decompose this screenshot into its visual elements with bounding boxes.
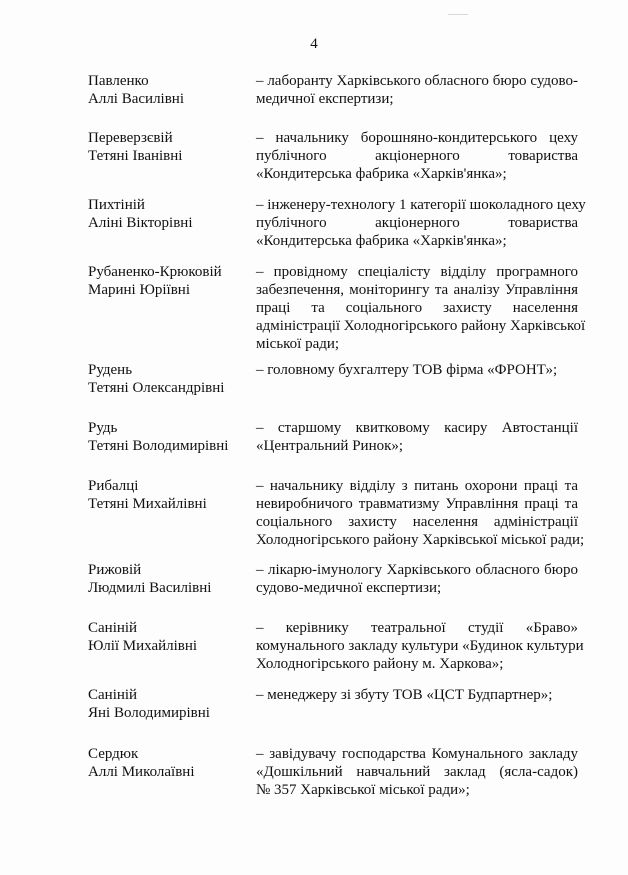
- given-names: Людмилі Василівні: [88, 580, 212, 596]
- position-description: [256, 686, 578, 704]
- surname: Рубаненко-Крюковій: [88, 264, 222, 280]
- position-description: [256, 263, 586, 353]
- person-name: [88, 419, 248, 455]
- description-line: – старшому квитковому касиру Автостанції: [256, 420, 578, 436]
- position-description: [256, 196, 586, 250]
- description-line: соціального захисту населення адміністрації: [256, 514, 578, 530]
- given-names: Марині Юріївні: [88, 282, 190, 298]
- description-line: міської ради;: [256, 336, 340, 352]
- given-names: Аліні Вікторівні: [88, 215, 193, 231]
- description-line: Холодногірського району Харківської міської ради;: [256, 532, 585, 548]
- person-name: [88, 72, 248, 108]
- surname: Рудь: [88, 420, 118, 436]
- person-name: [88, 263, 248, 299]
- description-line: – начальнику борошняно-кондитерського цеху: [256, 130, 578, 146]
- description-line: – провідному спеціалісту відділу програмного: [256, 264, 578, 280]
- page-number: 4: [310, 36, 318, 52]
- surname: Переверзєвій: [88, 130, 173, 146]
- description-line: – завідувачу господарства Комунального закладу: [256, 746, 578, 762]
- description-line: комунального закладу культури «Будинок культури: [256, 638, 584, 654]
- person-name: [88, 477, 248, 513]
- description-line: «Дошкільний навчальний заклад (ясла-садок): [256, 764, 578, 780]
- person-name: [88, 619, 248, 655]
- description-line: – менеджеру зі збуту ТОВ «ЦСТ Будпартнер»;: [256, 687, 553, 703]
- surname: Рудень: [88, 362, 133, 378]
- position-description: [256, 477, 585, 549]
- person-name: [88, 561, 248, 597]
- description-line: «Кондитерська фабрика «Харків'янка»;: [256, 166, 507, 182]
- description-line: – інженеру-технологу 1 категорії шоколадного цеху: [256, 197, 586, 213]
- person-name: [88, 129, 248, 165]
- surname: Павленко: [88, 73, 149, 89]
- given-names: Тетяні Іванівні: [88, 148, 183, 164]
- description-line: – керівнику театральної студії «Браво»: [256, 620, 578, 636]
- surname: Рибалці: [88, 478, 139, 494]
- position-description: [256, 745, 578, 799]
- given-names: Тетяні Володимирівні: [88, 438, 229, 454]
- description-line: публічного акціонерного товариства: [256, 215, 578, 231]
- given-names: Аллі Василівні: [88, 91, 184, 107]
- given-names: Тетяні Михайлівні: [88, 496, 207, 512]
- position-description: [256, 129, 578, 183]
- description-line: № 357 Харківської міської ради»;: [256, 782, 470, 798]
- description-line: «Центральний Ринок»;: [256, 438, 404, 454]
- description-line: – лікарю-імунологу Харківського обласного бюро: [256, 562, 578, 578]
- description-line: – начальнику відділу з питань охорони праці та: [256, 478, 578, 494]
- description-line: медичної експертизи;: [256, 91, 394, 107]
- description-line: «Кондитерська фабрика «Харків'янка»;: [256, 233, 507, 249]
- description-line: судово-медичної експертизи;: [256, 580, 442, 596]
- description-line: – лаборанту Харківського обласного бюро судово-: [256, 73, 578, 89]
- person-name: [88, 745, 248, 781]
- surname: Рижовій: [88, 562, 142, 578]
- given-names: Юлії Михайлівні: [88, 638, 198, 654]
- given-names: Тетяні Олександрівні: [88, 380, 225, 396]
- description-line: праці та соціального захисту населення: [256, 300, 578, 316]
- scan-artifact: [448, 14, 468, 15]
- description-line: Холодногірського району м. Харкова»;: [256, 656, 504, 672]
- surname: Саніній: [88, 620, 138, 636]
- description-line: публічного акціонерного товариства: [256, 148, 578, 164]
- surname: Саніній: [88, 687, 138, 703]
- description-line: адміністрації Холодногірського району Харківської: [256, 318, 586, 334]
- person-name: [88, 361, 248, 397]
- position-description: [256, 361, 578, 379]
- position-description: [256, 561, 578, 597]
- surname: Пихтіній: [88, 197, 145, 213]
- position-description: [256, 419, 578, 455]
- person-name: [88, 196, 248, 232]
- description-line: забезпечення, моніторингу та аналізу Управління: [256, 282, 578, 298]
- description-line: невиробничого травматизму Управління праці та: [256, 496, 578, 512]
- given-names: Яні Володимирівні: [88, 705, 210, 721]
- surname: Сердюк: [88, 746, 139, 762]
- person-name: [88, 686, 248, 722]
- given-names: Аллі Миколаївні: [88, 764, 195, 780]
- position-description: [256, 72, 578, 108]
- description-line: – головному бухгалтеру ТОВ фірма «ФРОНТ»;: [256, 362, 558, 378]
- position-description: [256, 619, 584, 673]
